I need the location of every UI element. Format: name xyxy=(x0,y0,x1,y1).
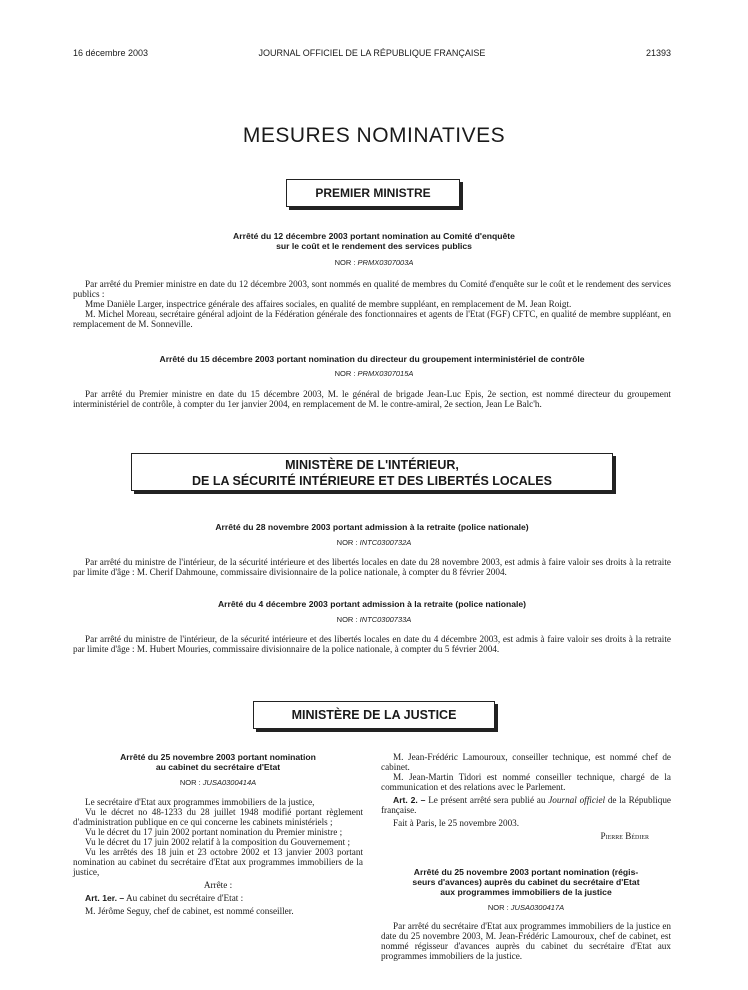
article-text: de la République française. xyxy=(381,795,671,815)
nor-reference xyxy=(100,615,648,624)
section-heading-line: DE LA SÉCURITÉ INTÉRIEURE ET DES LIBERTÉS LOCALES xyxy=(192,474,552,488)
paragraph: M. Jean-Frédéric Lamouroux, conseiller technique, est nommé chef de cabinet. xyxy=(381,752,671,772)
paragraph: Mme Danièle Larger, inspectrice générale des affaires sociales, en qualité de membre suppléant, en remplacement de M. Jean Roigt. xyxy=(85,299,572,309)
paragraph: M. Jérôme Seguy, chef de cabinet, est nommé conseiller. xyxy=(85,906,294,916)
arrete-body xyxy=(73,634,671,654)
article-text: Au cabinet du secrétaire d'Etat : xyxy=(125,893,244,903)
nor-reference xyxy=(100,258,648,267)
arrete-body xyxy=(73,557,671,577)
page-title: MESURES NOMINATIVES xyxy=(242,124,506,147)
nor-code: JUSA0300414A xyxy=(202,778,257,787)
article-label: Art. 2. – xyxy=(393,795,426,805)
nor-label: NOR : xyxy=(179,778,201,787)
nor-code: INTC0300732A xyxy=(359,538,412,547)
right-column-body xyxy=(381,752,671,841)
article-text: Le présent arrêté sera publié au xyxy=(428,795,549,805)
arrete-title xyxy=(73,752,363,772)
section-heading-ministere-interieur xyxy=(131,453,613,491)
nor-code: INTC0300733A xyxy=(359,615,412,624)
paragraph: M. Jean-Martin Tidori est nommé conseiller technique, chargé de la communication et des relations avec le Parlement. xyxy=(381,772,671,792)
paragraph: Par arrêté du ministre de l'intérieur, de la sécurité intérieure et des libertés locales en date du 4 décembre 2003, est admis à faire valoir ses droits à la retraite par limite d'âge : M. Hubert Mouries, commissaire divisionnaire de la police nationale, à compter du 5 février 2004. xyxy=(73,634,671,654)
paragraph: Le secrétaire d'Etat aux programmes immobiliers de la justice, xyxy=(85,797,315,807)
arrete-body xyxy=(73,279,671,329)
arrete-title-line: seurs d'avances) auprès du cabinet du secrétaire d'Etat xyxy=(412,877,640,887)
right-column-body xyxy=(381,921,671,961)
page-header xyxy=(73,48,671,62)
nor-reference xyxy=(100,369,648,378)
nor-reference xyxy=(381,903,671,912)
paragraph: Vu le décret no 48-1233 du 28 juillet 1948 modifié portant règlement d'administration publique en ce qui concerne les cabinets ministériels ; xyxy=(73,807,363,827)
arrete-title: Arrêté du 15 décembre 2003 portant nomination du directeur du groupement interministériel de contrôle xyxy=(159,354,585,364)
done-at: Fait à Paris, le 25 novembre 2003. xyxy=(393,818,520,828)
arrete-title: Arrêté du 4 décembre 2003 portant admission à la retraite (police nationale) xyxy=(217,599,527,609)
nor-code: PRMX0307003A xyxy=(357,258,414,267)
nor-label: NOR : xyxy=(336,615,358,624)
article-2 xyxy=(381,795,671,815)
paragraph: Vu les arrêtés des 18 juin et 23 octobre 2002 et 13 janvier 2003 portant nomination au cabinet du secrétaire d'Etat aux programmes immobiliers de la justice, xyxy=(73,847,363,877)
article-1 xyxy=(73,893,363,903)
section-heading-ministere-justice: MINISTÈRE DE LA JUSTICE xyxy=(253,701,495,729)
nor-reference xyxy=(100,538,648,547)
paragraph: Par arrêté du ministre de l'intérieur, de la sécurité intérieure et des libertés locales en date du 28 novembre 2003, est admis à faire valoir ses droits à la retraite par limite d'âge : M. Cherif Dahmoune, commissaire divisionnaire de la police nationale, à compter du 8 février 2004. xyxy=(73,557,671,577)
paragraph: Par arrêté du Premier ministre en date du 12 décembre 2003, sont nommés en qualité de membres du Comité d'enquête sur le coût et le rendement des services publics : xyxy=(73,279,671,299)
arrete-title-line: Arrêté du 25 novembre 2003 portant nomination (régis- xyxy=(413,867,639,877)
arrete-word: Arrête : xyxy=(203,880,233,890)
header-date: 16 décembre 2003 xyxy=(73,48,149,58)
nor-label: NOR : xyxy=(334,258,356,267)
paragraph: Vu le décret du 17 juin 2002 relatif à la composition du Gouvernement ; xyxy=(85,837,351,847)
arrete-title xyxy=(381,867,671,897)
journal-officiel-italic: Journal officiel xyxy=(548,795,606,805)
left-column-body xyxy=(73,797,363,916)
arrete-title-line: Arrêté du 12 décembre 2003 portant nomination au Comité d'enquête xyxy=(233,231,515,241)
header-page-number: 21393 xyxy=(645,48,671,58)
section-heading-premier-ministre: PREMIER MINISTRE xyxy=(286,179,460,207)
signature: Pierre Bédier xyxy=(600,831,649,841)
nor-code: JUSA0300417A xyxy=(510,903,565,912)
arrete-title-line: au cabinet du secrétaire d'Etat xyxy=(155,762,281,772)
arrete-body xyxy=(73,389,671,409)
paragraph: M. Michel Moreau, secrétaire général adjoint de la Fédération générale des fonctionnaires et agents de l'Etat (FGF) CFTC, en qualité de membre suppléant, en remplacement de M. Sonneville. xyxy=(73,309,671,329)
nor-label: NOR : xyxy=(487,903,509,912)
nor-reference xyxy=(73,778,363,787)
arrete-title: Arrêté du 28 novembre 2003 portant admission à la retraite (police nationale) xyxy=(215,522,529,532)
paragraph: Par arrêté du secrétaire d'Etat aux programmes immobiliers de la justice en date du 25 novembre 2003, M. Jean-Frédéric Lamouroux, chef de cabinet, est nommé régisseur d'avances auprès du cabinet du secrétaire d'Etat aux programmes immobiliers de la justice. xyxy=(381,921,671,961)
paragraph: Vu le décret du 17 juin 2002 portant nomination du Premier ministre ; xyxy=(85,827,343,837)
nor-label: NOR : xyxy=(334,369,356,378)
article-label: Art. 1er. – xyxy=(85,893,125,903)
arrete-title-line: Arrêté du 25 novembre 2003 portant nomination xyxy=(120,752,316,762)
nor-label: NOR : xyxy=(336,538,358,547)
paragraph: Par arrêté du Premier ministre en date du 15 décembre 2003, M. le général de brigade Jean-Luc Epis, 2e section, est nommé directeur du groupement interministériel de contrôle, à compter du 1er janvier 2004, en remplacement de M. le contre-amiral, 2e section, Jean Le Balc'h. xyxy=(73,389,671,409)
section-heading-line: MINISTÈRE DE L'INTÉRIEUR, xyxy=(285,458,459,472)
arrete-title-line: sur le coût et le rendement des services publics xyxy=(276,241,472,251)
arrete-title-line: aux programmes immobiliers de la justice xyxy=(440,887,612,897)
header-journal-title: JOURNAL OFFICIEL DE LA RÉPUBLIQUE FRANÇAISE xyxy=(258,48,486,58)
arrete-title xyxy=(100,231,648,251)
nor-code: PRMX0307015A xyxy=(357,369,414,378)
